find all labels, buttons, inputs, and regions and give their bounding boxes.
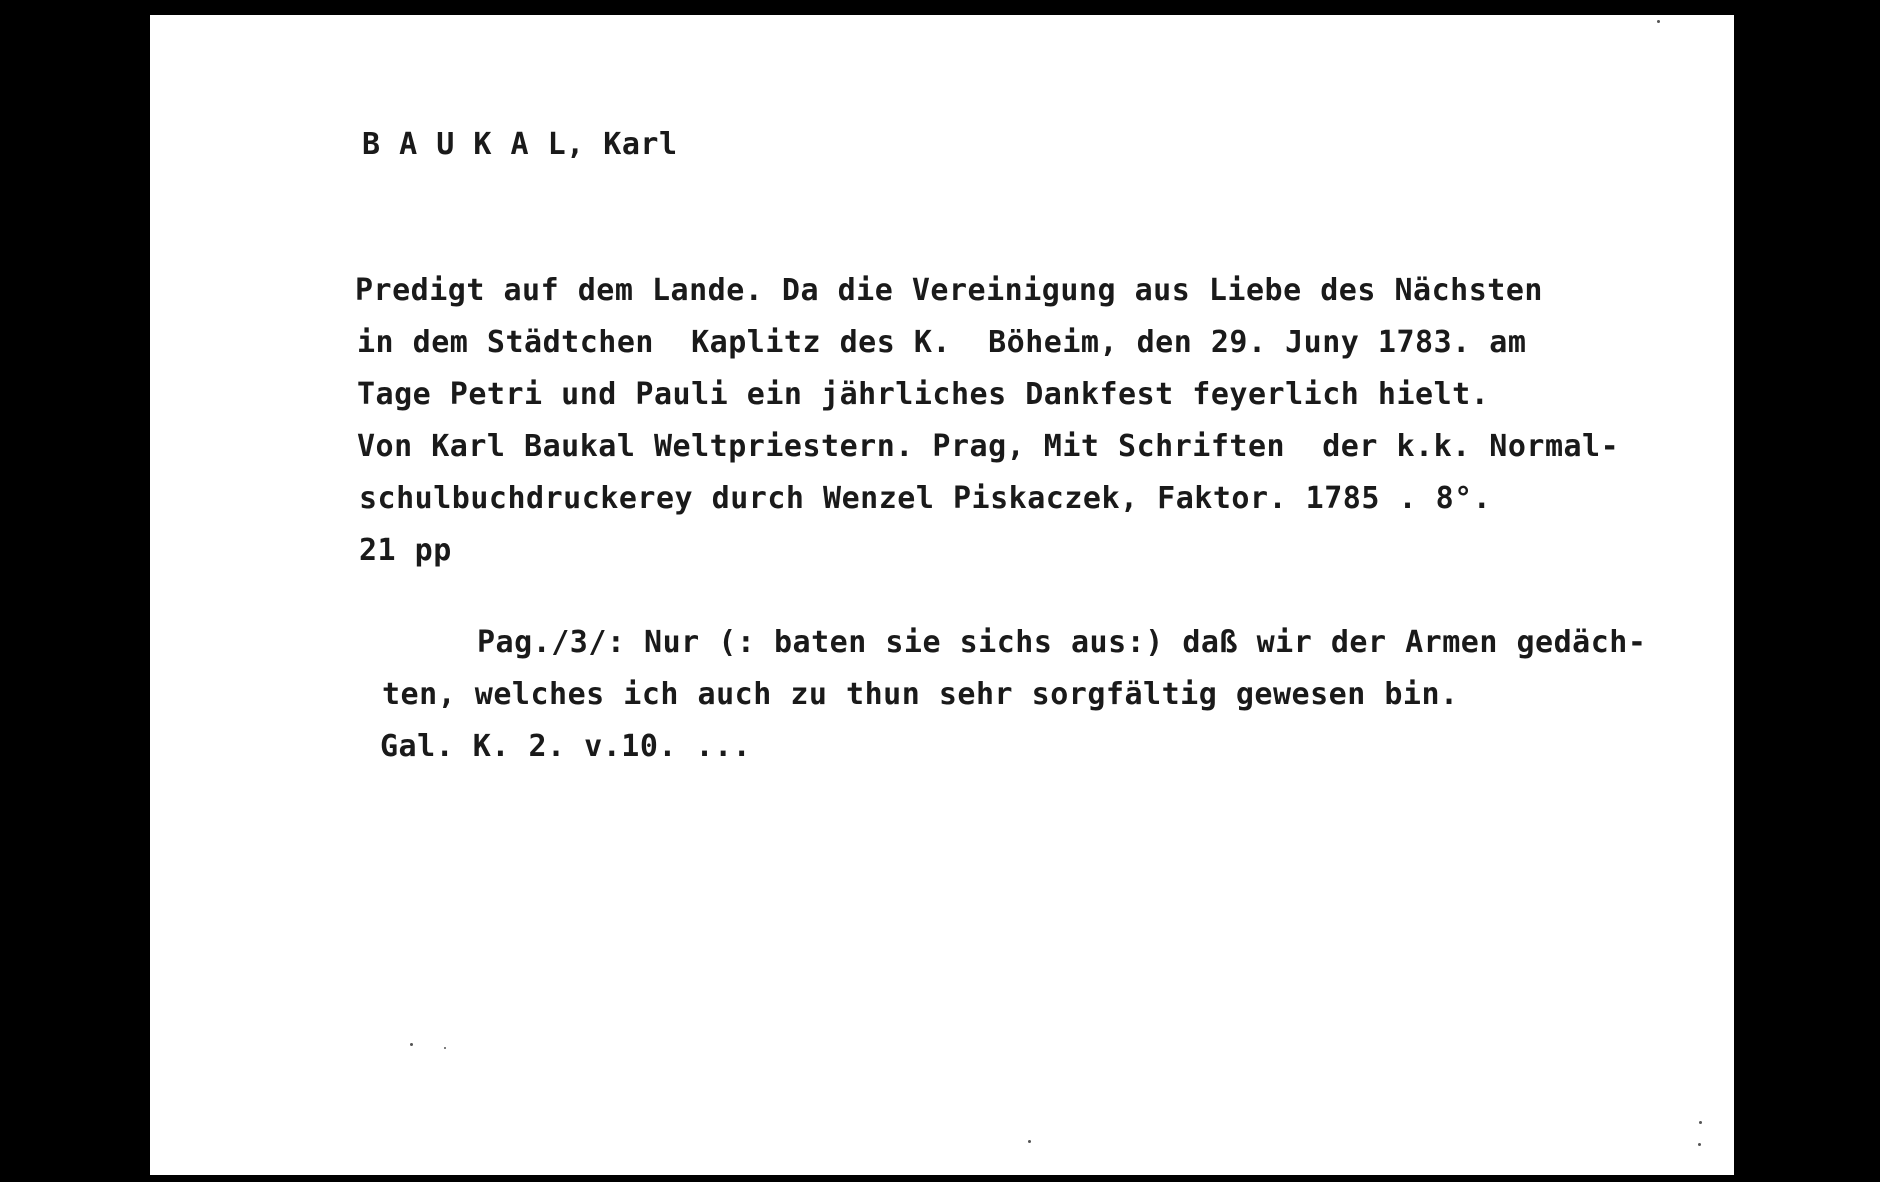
entry-line-2: in dem Städtchen Kaplitz des K. Böheim, den 29. Juny 1783. am [357, 325, 1527, 360]
entry-line-1: Predigt auf dem Lande. Da die Vereinigung aus Liebe des Nächsten [355, 273, 1543, 308]
scan-speck [410, 1043, 413, 1046]
scan-speck [444, 1047, 446, 1049]
catalog-card [150, 15, 1734, 1175]
quote-line-2: ten, welches ich auch zu thun sehr sorgfältig gewesen bin. [382, 677, 1459, 712]
entry-line-4: Von Karl Baukal Weltpriestern. Prag, Mit Schriften der k.k. Normal- [357, 429, 1620, 464]
entry-line-6: 21 pp [359, 533, 452, 568]
entry-line-3: Tage Petri und Pauli ein jährliches Dankfest feyerlich hielt. [357, 377, 1490, 412]
card-heading: B A U K A L, Karl [362, 127, 678, 162]
scan-speck [1699, 1121, 1702, 1124]
quote-line-1: Pag./3/: Nur (: baten sie sichs aus:) daß wir der Armen gedäch- [477, 625, 1647, 660]
quote-line-3: Gal. K. 2. v.10. ... [380, 729, 752, 764]
entry-line-5: schulbuchdruckerey durch Wenzel Piskaczek, Faktor. 1785 . 8°. [359, 481, 1492, 516]
scan-speck [1698, 1143, 1701, 1146]
scan-speck [1028, 1140, 1031, 1143]
scan-speck [1657, 20, 1660, 23]
